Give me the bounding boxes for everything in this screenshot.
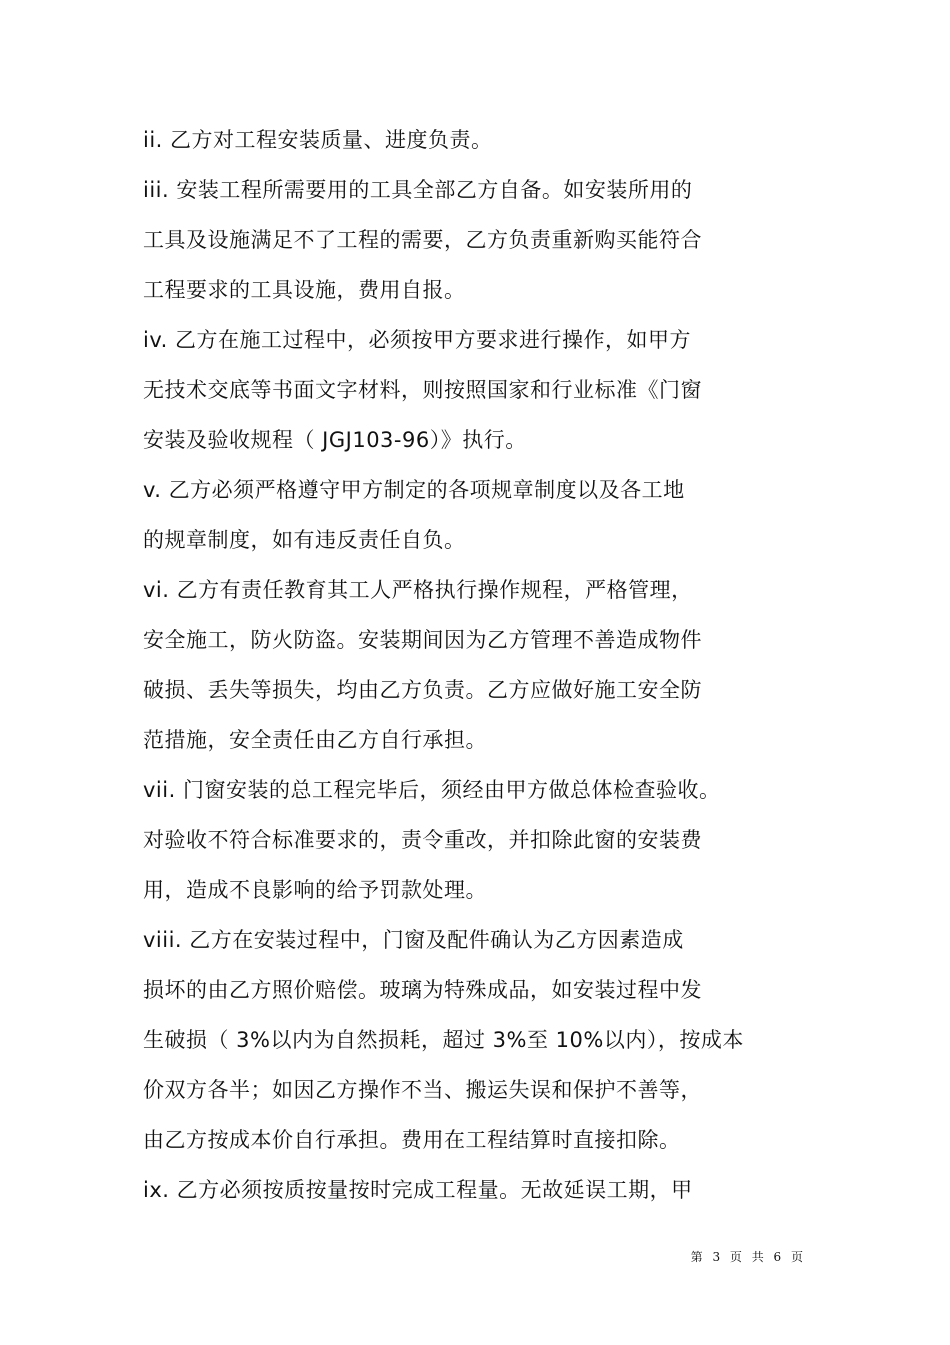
text-line: v. 乙方必须严格遵守甲方制定的各项规章制度以及各工地 — [143, 478, 685, 502]
text-line: ix. 乙方必须按质按量按时完成工程量。无故延误工期，甲 — [143, 1178, 693, 1202]
text-line: 工具及设施满足不了工程的需要，乙方负责重新购买能符合 — [143, 228, 702, 252]
text-line: 范措施，安全责任由乙方自行承担。 — [143, 728, 487, 752]
text-line: 生破损（ 3%以内为自然损耗，超过 3%至 10%以内），按成本 — [143, 1028, 744, 1052]
text-line: 安装及验收规程（ JGJ103-96）》执行。 — [143, 428, 527, 452]
text-line: 的规章制度，如有违反责任自负。 — [143, 528, 466, 552]
text-line: 损坏的由乙方照价赔偿。玻璃为特殊成品，如安装过程中发 — [143, 978, 702, 1002]
text-line: vi. 乙方有责任教育其工人严格执行操作规程，严格管理， — [143, 578, 693, 602]
text-line: 工程要求的工具设施，费用自报。 — [143, 278, 466, 302]
text-line: 安全施工，防火防盗。安装期间因为乙方管理不善造成物件 — [143, 628, 702, 652]
text-line: 用，造成不良影响的给予罚款处理。 — [143, 878, 487, 902]
text-line: iii. 安装工程所需要用的工具全部乙方自备。如安装所用的 — [143, 178, 693, 202]
text-line: 破损、丢失等损失，均由乙方负责。乙方应做好施工安全防 — [143, 678, 702, 702]
text-line: 由乙方按成本价自行承担。费用在工程结算时直接扣除。 — [143, 1128, 681, 1152]
text-line: 无技术交底等书面文字材料，则按照国家和行业标准《门窗 — [143, 378, 702, 402]
text-line: 对验收不符合标准要求的，责令重改，并扣除此窗的安装费 — [143, 828, 702, 852]
text-line: viii. 乙方在安装过程中，门窗及配件确认为乙方因素造成 — [143, 928, 684, 952]
text-line: vii. 门窗安装的总工程完毕后，须经由甲方做总体检查验收。 — [143, 778, 721, 802]
page-number-footer: 第 3 页 共 6 页 — [690, 1250, 806, 1264]
text-line: 价双方各半；如因乙方操作不当、搬运失误和保护不善等， — [143, 1078, 702, 1102]
text-line: iv. 乙方在施工过程中，必须按甲方要求进行操作，如甲方 — [143, 328, 691, 352]
text-line: ii. 乙方对工程安装质量、进度负责。 — [143, 128, 493, 152]
